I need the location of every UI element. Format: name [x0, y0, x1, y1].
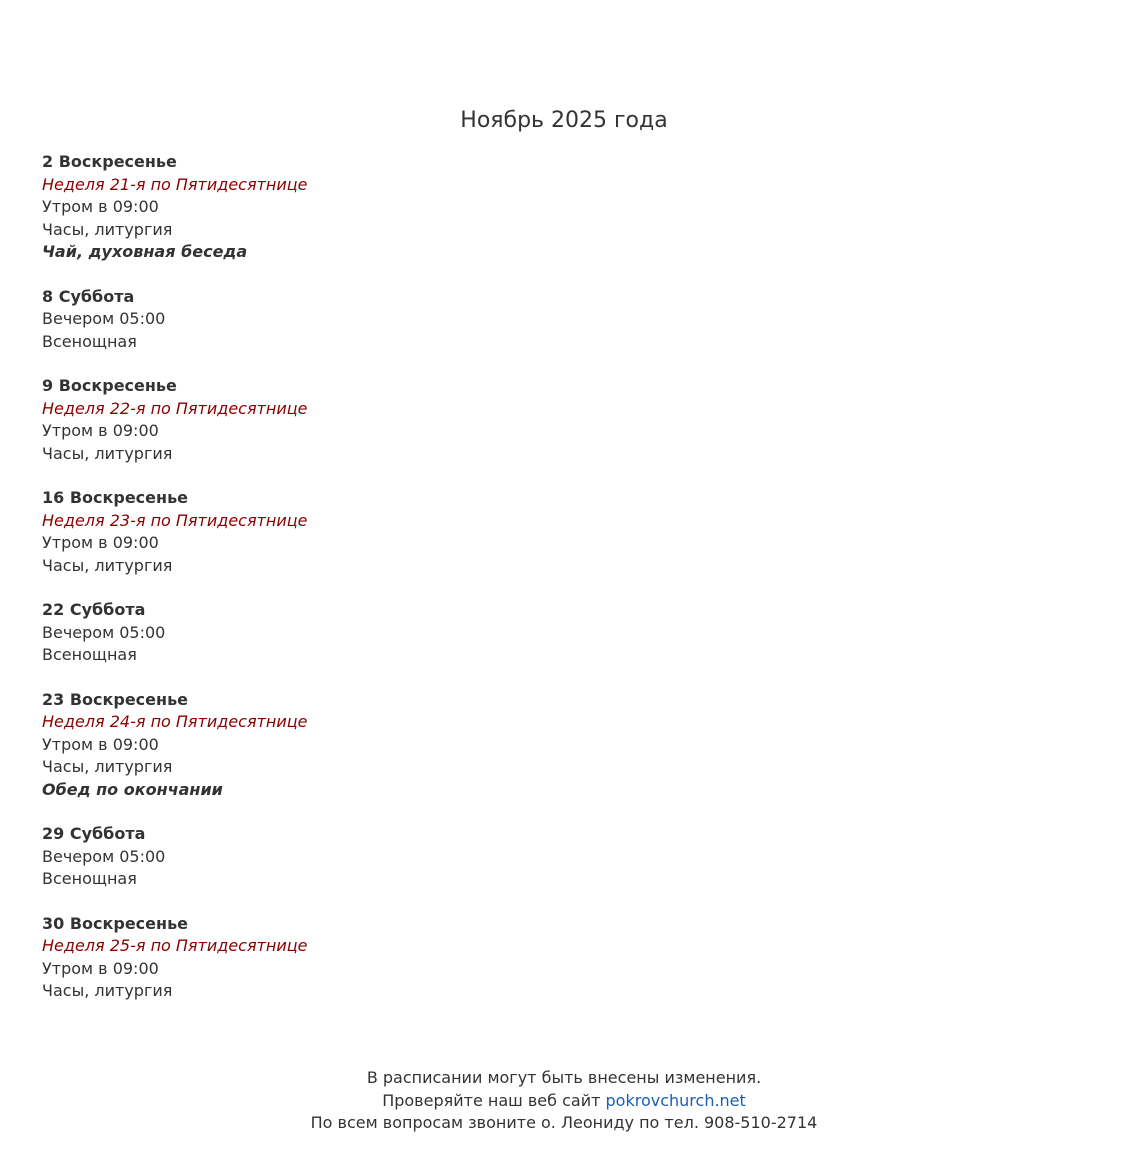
- entry-service: Часы, литургия: [42, 757, 173, 776]
- entry-day: 16 Воскресенье: [42, 488, 189, 507]
- footer-website-prefix: Проверяйте наш веб сайт: [382, 1090, 606, 1110]
- schedule-entry: [42, 487, 642, 577]
- schedule-entry: [42, 689, 642, 802]
- entry-time: Утром в 09:00: [42, 958, 159, 978]
- schedule-entry: [42, 286, 642, 354]
- entry-feast: Неделя 24-я по Пятидесятнице: [42, 712, 308, 731]
- entry-time: Утром в 09:00: [42, 197, 159, 216]
- entry-service: Всенощная: [42, 869, 137, 888]
- entry-time: Утром в 09:00: [42, 421, 159, 440]
- entry-day: 2 Воскресенье: [42, 152, 177, 171]
- entry-time: Утром в 09:00: [42, 533, 159, 552]
- entry-feast: Неделя 25-я по Пятидесятнице: [42, 936, 308, 955]
- schedule-list: [42, 151, 642, 1025]
- entry-day: 30 Воскресенье: [42, 913, 189, 933]
- entry-service: Часы, литургия: [42, 219, 173, 239]
- entry-feast: Неделя 23-я по Пятидесятнице: [42, 510, 308, 530]
- footer-notice: [0, 1067, 1128, 1135]
- entry-time: Вечером 05:00: [42, 622, 166, 642]
- website-link[interactable]: pokrovchurch.net: [605, 1090, 746, 1110]
- page-title: Ноябрь 2025 года: [460, 108, 668, 133]
- schedule-entry: [42, 151, 642, 264]
- entry-service: Всенощная: [42, 331, 137, 351]
- entry-note: Чай, духовная беседа: [42, 242, 248, 261]
- schedule-entry: [42, 823, 642, 891]
- entry-service: Часы, литургия: [42, 443, 173, 463]
- entry-time: Вечером 05:00: [42, 309, 166, 328]
- entry-feast: Неделя 21-я по Пятидесятнице: [42, 174, 308, 194]
- schedule-entry: [42, 913, 642, 1003]
- entry-day: 23 Воскресенье: [42, 689, 189, 709]
- entry-note: Обед по окончании: [42, 779, 223, 799]
- footer-contact-line: По всем вопросам звоните о. Леониду по тел. 908-510-2714: [310, 1113, 818, 1132]
- entry-time: Утром в 09:00: [42, 734, 159, 754]
- footer-changes-note: В расписании могут быть внесены изменения.: [366, 1068, 762, 1087]
- footer-website-line: [0, 1090, 1128, 1113]
- schedule-entry: [42, 375, 642, 465]
- entry-service: Часы, литургия: [42, 981, 173, 1000]
- entry-day: 22 Суббота: [42, 600, 146, 619]
- entry-day: 9 Воскресенье: [42, 376, 177, 395]
- entry-feast: Неделя 22-я по Пятидесятнице: [42, 398, 308, 418]
- entry-service: Часы, литургия: [42, 555, 173, 575]
- schedule-entry: [42, 599, 642, 667]
- entry-time: Вечером 05:00: [42, 846, 166, 866]
- entry-service: Всенощная: [42, 645, 137, 664]
- entry-day: 29 Суббота: [42, 824, 146, 843]
- entry-day: 8 Суббота: [42, 286, 135, 306]
